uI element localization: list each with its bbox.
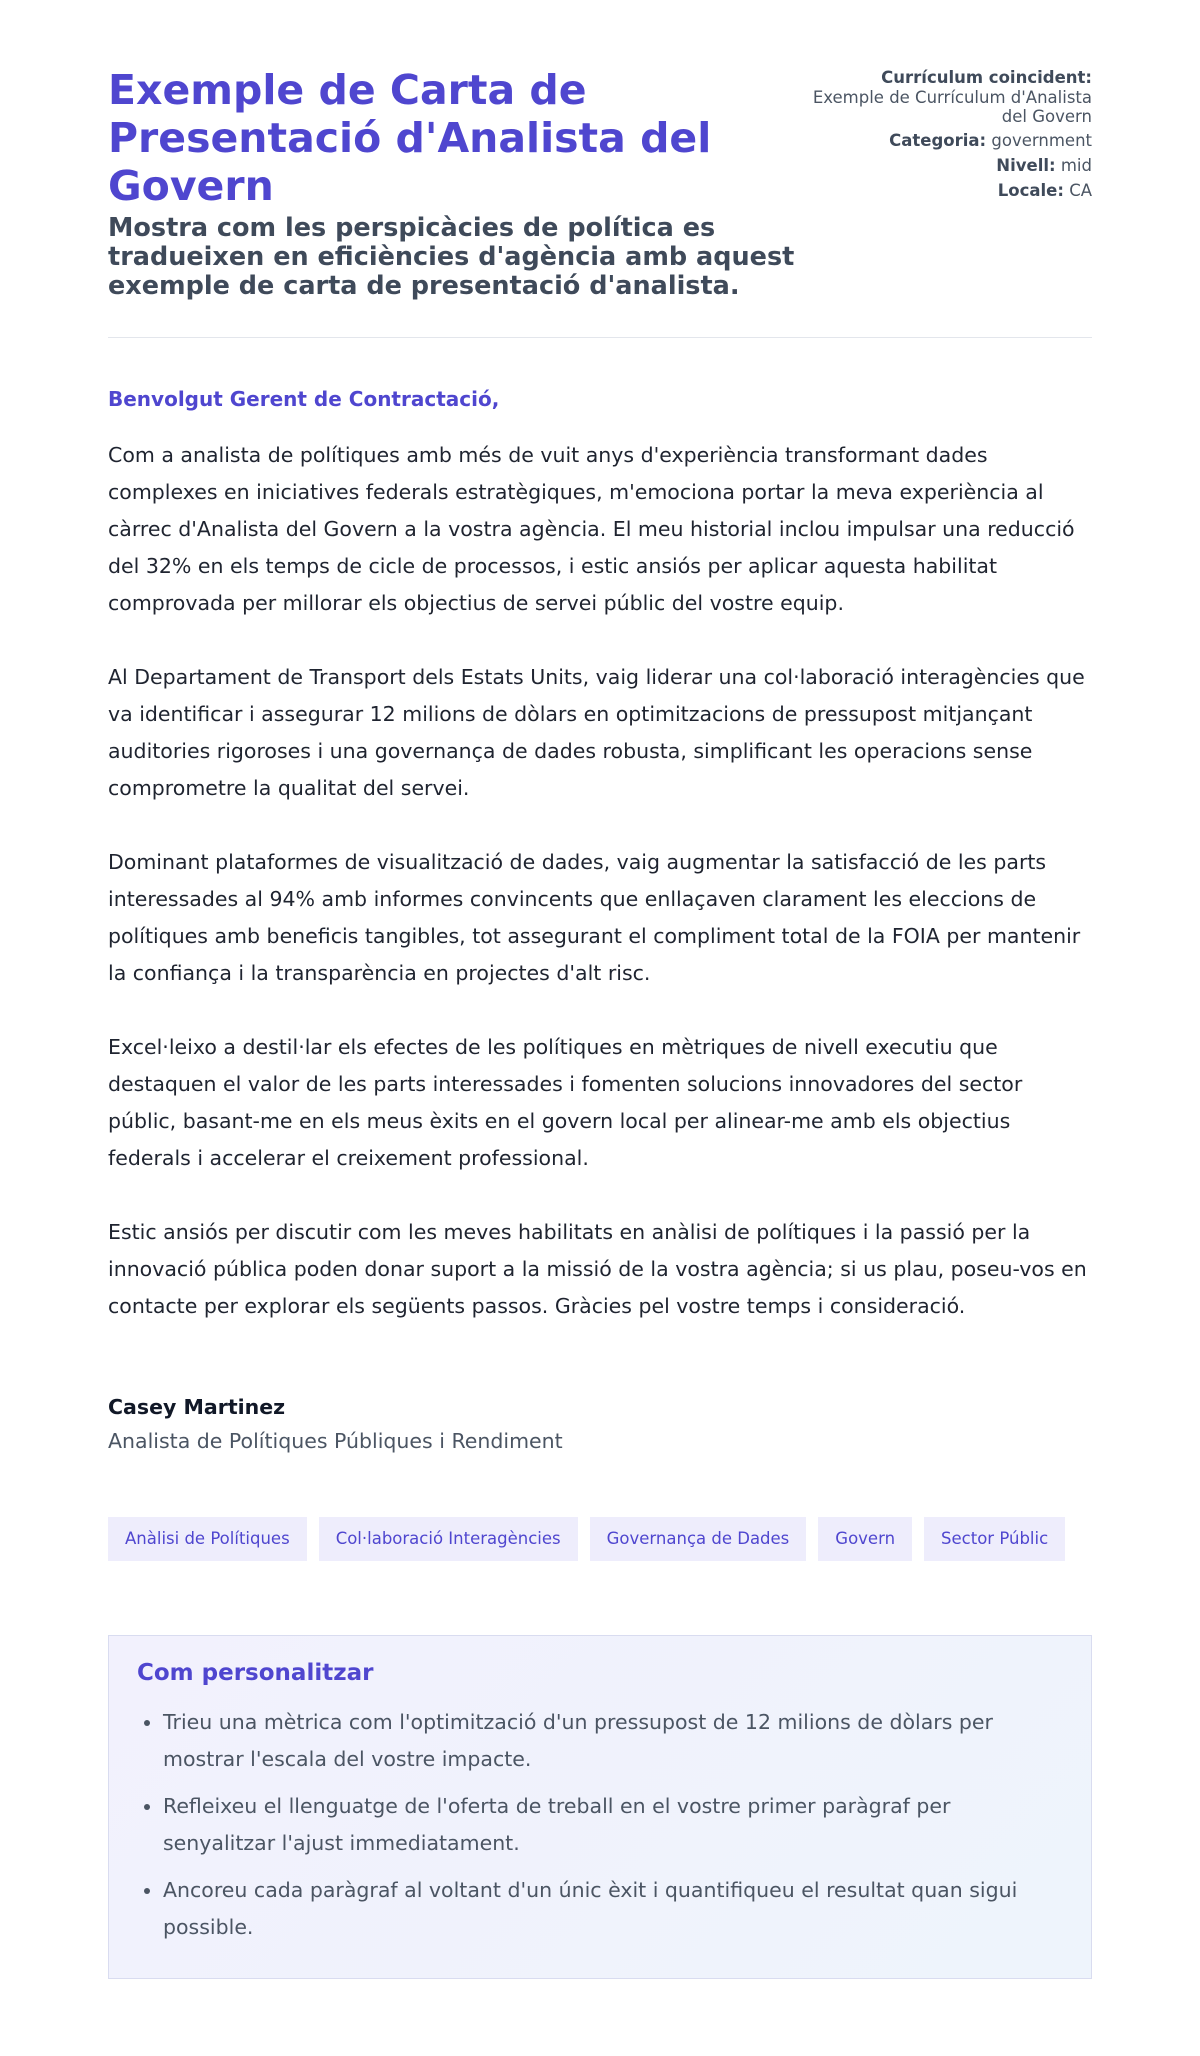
meta-matching-resume [803, 67, 1092, 126]
letter-paragraph-5: Estic ansiós per discutir com les meves habilitats en anàlisi de polítiques i la passió per la innovació pública poden donar suport a la missió de la vostra agència; si us plau, poseu-vos en contacte per explorar els següents passos. Gràcies pel vostre temps i consideració. [108, 1220, 1087, 1318]
tip-item: • Ancoreu cada paràgraf al voltant d'un únic èxit i quantifiqueu el resultat quan sigui possible. [163, 1872, 1063, 1946]
signature-role: Analista de Polítiques Públiques i Rendiment [108, 1429, 563, 1453]
tag-interagency-collaboration: Col·laboració Interagències [319, 1517, 578, 1561]
meta-category [803, 130, 1092, 151]
meta-level-label: Nivell: [996, 156, 1056, 175]
tips-title: Com personalitzar [137, 1660, 374, 1686]
signature-name: Casey Martinez [108, 1395, 286, 1419]
tag-data-governance: Governança de Dades [590, 1517, 807, 1561]
tip-item: • Refleixeu el llenguatge de l'oferta de treball en el vostre primer paràgraf per senyalitzar l'ajust immediatament. [163, 1788, 1063, 1862]
page-title: Exemple de Carta de Presentació d'Analista del Govern [108, 66, 712, 210]
page-subtitle: Mostra com les perspicàcies de política es tradueixen en eficiències d'agència amb aquest exemple de carta de presentació d'analista. [108, 213, 795, 301]
meta-category-value: government [991, 131, 1092, 150]
meta-category-label: Categoria: [889, 131, 987, 150]
letter-greeting: Benvolgut Gerent de Contractació, [108, 387, 500, 411]
letter-body [108, 387, 1092, 1453]
customization-tips [108, 1635, 1092, 1979]
meta-locale [803, 180, 1092, 201]
skill-tags [108, 1517, 1092, 1561]
meta-locale-value: CA [1069, 181, 1092, 200]
letter-paragraph-4: Excel·leixo a destil·lar els efectes de les polítiques en mètriques de nivell executiu que destaquen el valor de les parts interessades i fomenten solucions innovadores del sector públic, basant-me en els meus èxits en el govern local per alinear-me amb els objectius federals i accelerar el creixement professional. [108, 1035, 1023, 1170]
meta-locale-label: Locale: [997, 181, 1064, 200]
page-header [108, 66, 1092, 338]
document-meta [803, 66, 1092, 205]
meta-level-value: mid [1060, 156, 1092, 175]
tip-item: • Trieu una mètrica com l'optimització d'un pressupost de 12 milions de dòlars per mostrar l'escala del vostre impacte. [163, 1704, 1063, 1778]
tag-policy-analysis: Anàlisi de Polítiques [108, 1517, 307, 1561]
letter-paragraph-2: Al Departament de Transport dels Estats Units, vaig liderar una col·laboració interagències que va identificar i assegurar 12 milions de dòlars en optimitzacions de pressupost mitjançant auditories rigoroses i una governança de dades robusta, simplificant les operacions sense comprometre la qualitat del servei. [108, 665, 1085, 800]
meta-level [803, 155, 1092, 176]
tag-public-sector: Sector Públic [924, 1517, 1065, 1561]
letter-paragraph-3: Dominant plataformes de visualització de dades, vaig augmentar la satisfacció de les parts interessades al 94% amb informes convincents que enllaçaven clarament les eleccions de polítiques amb beneficis tangibles, tot assegurant el compliment total de la FOIA per mantenir la confiança i la transparència en projectes d'alt risc. [108, 850, 1081, 985]
letter-paragraph-1: Com a analista de polítiques amb més de vuit anys d'experiència transformant dades complexes en iniciatives federals estratègiques, m'emociona portar la meva experiència al càrrec d'Analista del Govern a la vostra agència. El meu historial inclou impulsar una reducció del 32% en els temps de cicle de processos, i estic ansiós per aplicar aquesta habilitat comprovada per millorar els objectius de servei públic del vostre equip. [108, 443, 1075, 615]
tips-list [137, 1704, 1063, 1946]
meta-resume-label: Currículum coincident: [881, 68, 1092, 87]
header-titles [108, 66, 803, 301]
meta-resume-value: Exemple de Currículum d'Analista del Govern [812, 88, 1092, 126]
tag-government: Govern [818, 1517, 912, 1561]
